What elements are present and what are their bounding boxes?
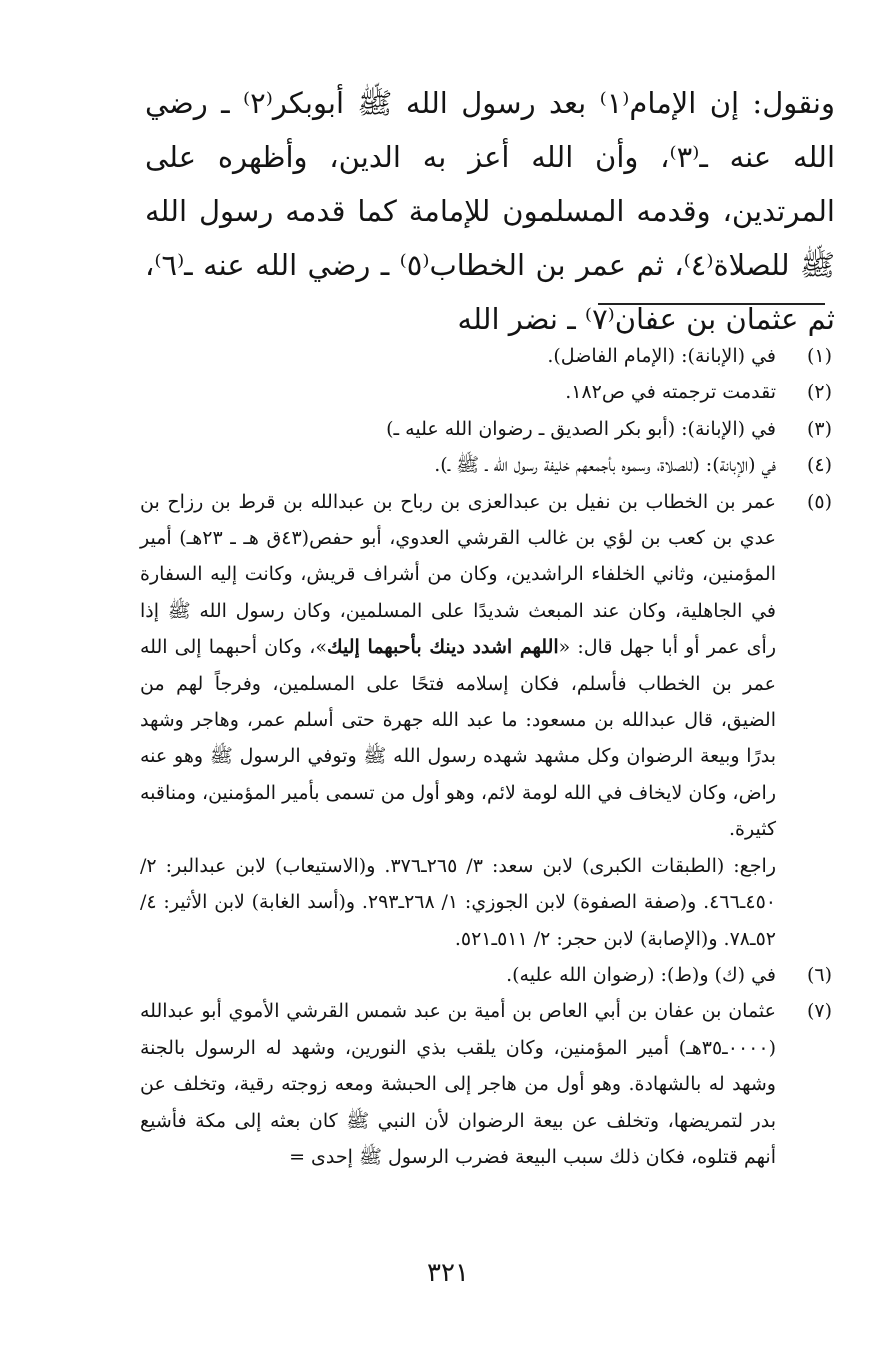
footnote-2 — [140, 374, 832, 410]
footnote-number: (٦) — [806, 963, 832, 986]
footnote-separator — [598, 303, 825, 305]
footnote-5 — [140, 484, 832, 957]
biography-text-end: »، وكان أحبهما إلى الله عمر بن الخطاب فأسلم، فكان إسلامه فتحًا على المسلمين، وفرجاً لهم من الضيق، قال عبدالله بن مسعود: ما عبد الله جهرة حتى أسلم عمر، وهاجر وشهد بدرًا وبيعة الرضوان وكل مشهد شهده رسول الله ﷺ وتوفي الرسول ﷺ وهو عنه راض، وكان لايخاف في الله لومة لائم، وهو أول من تسمى بأمير المؤمنين، ومناقبه كثيرة. — [140, 636, 776, 841]
footnote-7 — [140, 993, 832, 1175]
footnote-text: في (الإبانة): (الإمام الفاضل). — [547, 345, 776, 367]
footnote-references: راجع: (الطبقات الكبرى) لابن سعد: ٣/ ٢٦٥ـ٣٧٦. و(الاستيعاب) لابن عبدالبر: ٢/ ٤٥٠ـ٤٦٦. و(صفة الصفوة) لابن الجوزي: ١/ ٢٦٨ـ٢٩٣. و(أسد الغابة) لابن الأثير: ٤/ ٥٢ـ٧٨. و(الإصابة) لابن حجر: ٢/ ٥١١ـ٥٢١. — [140, 854, 776, 950]
footnote-4 — [140, 447, 832, 483]
footnote-text: في (الإبانة): (للصلاة، وسموه بأجمعهم خليفة رسول الله ـ ﷺ ـ). — [434, 454, 776, 477]
main-text-block — [145, 76, 835, 346]
footnote-6 — [140, 957, 832, 993]
page-number: ٣٢١ — [427, 1258, 469, 1288]
footnote-text: تقدمت ترجمته في ص١٨٢. — [565, 381, 776, 404]
footnote-number: (١) — [806, 345, 832, 367]
footnote-text: في (ك) و(ط): (رضوان الله عليه). — [506, 963, 776, 986]
footnote-number: (٧) — [806, 1000, 832, 1023]
footnote-number: (٤) — [806, 454, 832, 477]
footnote-number: (٣) — [806, 417, 832, 440]
hadith-quote: اللهم اشدد دينك بأحبهما إليك — [327, 636, 559, 659]
footnote-text: في (الإبانة): (أبو بكر الصديق ـ رضوان الله عليه ـ) — [386, 417, 776, 440]
footnote-1 — [140, 338, 832, 374]
footnote-number: (٢) — [806, 381, 832, 404]
footnote-text: عثمان بن عفان بن أبي العاص بن أمية بن عبد شمس القرشي الأموي أبو عبدالله (٠٠٠٠ـ٣٥هـ) أمير المؤمنين، وكان يلقب بذي النورين، وشهد له الرسول بالجنة وشهد له بالشهادة. وهو أول من هاجر إلى الحبشة ومعه زوجته رقية، وتخلف عن بدر لتمريضها، وتخلف عن بيعة الرضوان لأن النبي ﷺ كان بعثه إلى مكة فأشيع أنهم قتلوه، فكان ذلك سبب البيعة فضرب الرسول ﷺ إحدى = — [140, 1000, 776, 1168]
footnote-biography — [140, 484, 776, 848]
main-paragraph: ونقول: إن الإمام⁽١⁾ بعد رسول الله ﷺ أبوبكر⁽٢⁾ ـ رضي الله عنه ـ⁽٣⁾، وأن الله أعز به الدين، وأظهره على المرتدين، وقدمه المسلمون للإمامة كما قدمه رسول الله ﷺ للصلاة⁽٤⁾، ثم عمر بن الخطاب⁽٥⁾ ـ رضي الله عنه ـ⁽٦⁾، ثم عثمان بن عفان⁽٧⁾ ـ نضر الله — [145, 86, 835, 336]
biography-text-start: عمر بن الخطاب بن نفيل بن عبدالعزى بن رباح بن عبدالله بن قرط بن رزاح بن عدي بن كعب بن لؤي بن غالب القرشي العدوي، أبو حفص(٤٣ق هـ ـ ٢٣هـ) أمير المؤمنين، وثاني الخلفاء الراشدين، وكان من أشراف قريش، وكانت إليه السفارة في الجاهلية، وكان عند المبعث شديدًا على المسلمين، وكان رسول الله ﷺ إذا رأى عمر أو أبا جهل قال: « — [140, 490, 776, 659]
footnote-number: (٥) — [806, 490, 832, 513]
footnote-3 — [140, 411, 832, 447]
footnotes — [140, 338, 832, 1175]
